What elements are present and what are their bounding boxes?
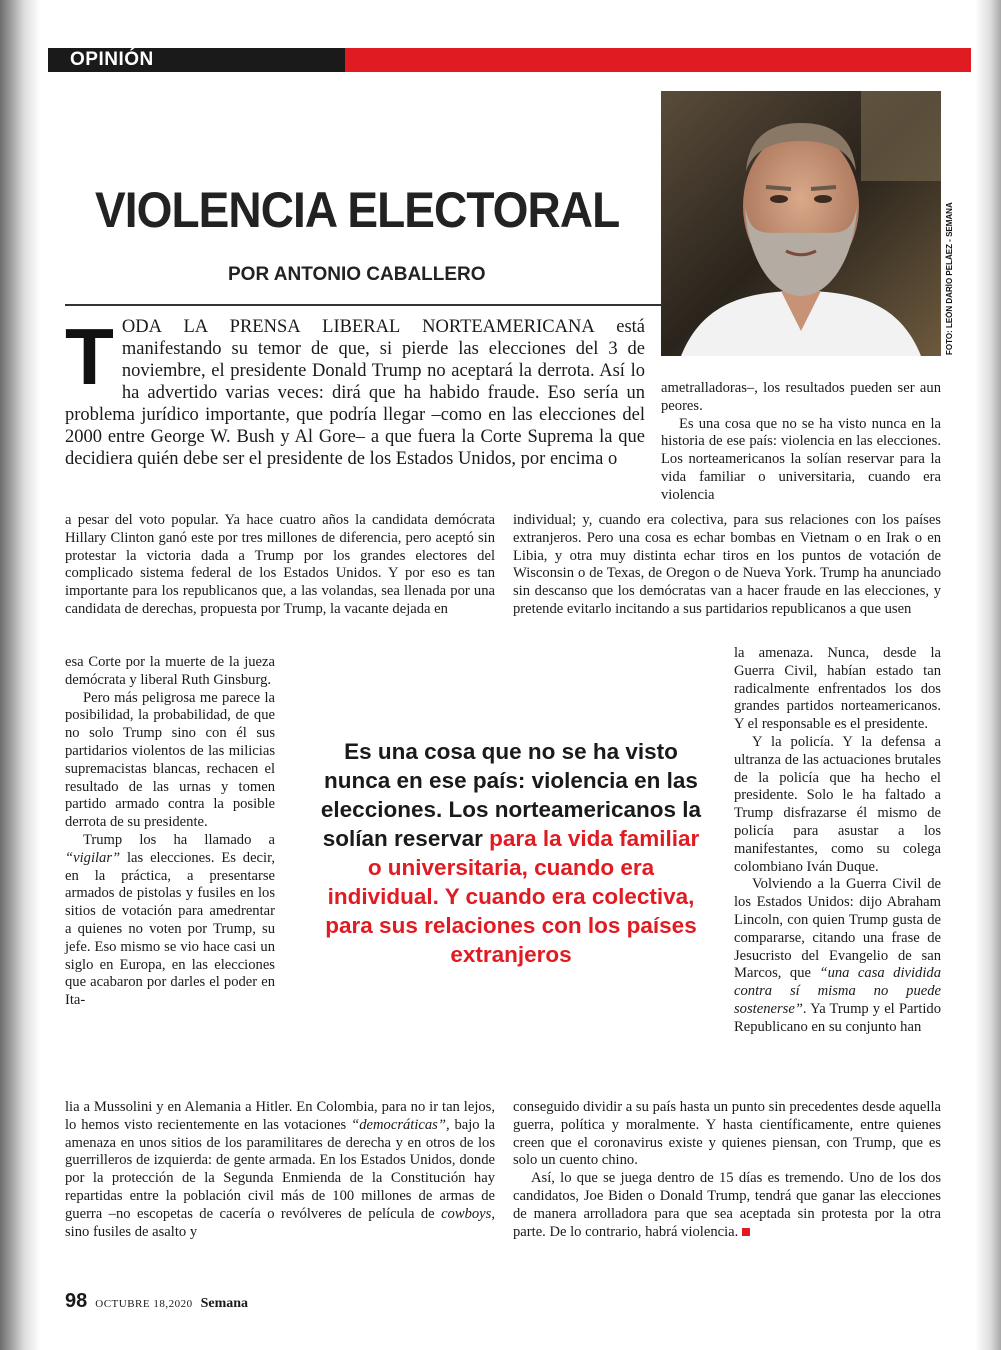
paragraph: individual; y, cuando era colectiva, para sus relaciones con los países extranjeros. Pero una cosa es echar bombas en Vietnam o en Irak o en Libia, y otra muy distinta echar tiros en los puntos de votación de Wisconsin o de Texas, de Oregon o de Nueva York. Trump ha anunciado sin descanso que los demócratas van a hacer fraude en las elecciones, y pretende evitarlo incitando a sus partidarios republicanos a que usen (513, 512, 941, 617)
section-label: OPINIÓN (48, 48, 345, 72)
paragraph: Y la policía. Y la defensa a ultranza de las actuaciones brutales de la policía que ha hecho el presidente. Solo le ha faltado a Trump disfrazarse él mismo de policía para asustar a los manifestantes, como su colega colombiano Iván Duque. (734, 733, 941, 875)
paragraph: a pesar del voto popular. Ya hace cuatro años la candidata demócrata Hillary Clinton ganó este por tres millones de diferencia, pero aceptó sin protestar la victoria dada a Trump por los grandes electores del complicado sistema federal de los Estados Unidos. Y por eso es tan importante para los republicanos que, a las volandas, sea llenada por una candidata de derechas, propuesta por Trump, la vacante dejada en (65, 512, 495, 617)
lead-text: ODA LA PRENSA LIBERAL NORTEAMERICANA está manifestando su temor de que, si pierde las elecciones del 3 de noviembre, el presidente Donald Trump no aceptará la derrota. Así lo ha advertido varias veces: dirá que ha habido fraude. Eso sería un problema jurídico importante, que podría llegar –como en las elecciones del 2000 entre George W. Bush y Al Gore– a que fuera la Corte Suprema la que decidiera quién debe ser el presidente de los Estados Unidos, por encima o (65, 317, 645, 469)
paragraph: conseguido dividir a su país hasta un punto sin precedentes desde aquella guerra, política y moralmente. Y hasta científicamente, entre quienes creen que el coronavirus existe y quienes piensan, con Trump, que es solo un cuento chino. (513, 1099, 941, 1169)
body-left-narrow (65, 654, 275, 1010)
page-number: 98 (65, 1290, 88, 1312)
paragraph: Pero más peligrosa me parece la posibilidad, la probabilidad, de que no solo Trump sino con él sus partidarios violentos de las milicias supremacistas blancas, rechacen el resultado de las urnas y tomen partido armado contra la posible derrota de su presidente. (65, 689, 275, 831)
paragraph: Volviendo a la Guerra Civil de los Estados Unidos: dijo Abraham Lincoln, con quien Trump gusta de compararse, citando una frase de Jesucristo del Evangelio de san Marcos, que “una casa dividida contra sí misma no puede sostenerse”. Ya Trump y el Partido Republicano en su conjunto han (734, 876, 941, 1035)
body-right-bottom (513, 1099, 941, 1241)
lead-paragraph (65, 312, 645, 470)
paragraph: Trump los ha llamado a “vigilar” las elecciones. Es decir, en la práctica, a presentarse armados de pistolas y fusiles en los sitios de votación para amedrentar a quienes no voten por Trump, su jefe. Eso mismo se vio hace casi un siglo en Europa, en las elecciones que acabaron por darles el poder en Ita- (65, 831, 275, 1009)
paragraph: esa Corte por la muerte de la jueza demócrata y liberal Ruth Ginsburg. (65, 654, 275, 688)
body-left-wide (65, 512, 495, 619)
author-photo (661, 91, 941, 356)
magazine-page (40, 0, 975, 1350)
body-right-top (661, 380, 941, 505)
paragraph: lia a Mussolini y en Alemania a Hitler. En Colombia, para no ir tan lejos, lo hemos visto recientemente en las votaciones “democráticas”, bajo la amenaza en unos sitios de los paramilitares de derecha y en otros de los guerrilleros de izquierda: de gente armada. En los Estados Unidos, donde por la protección de la Segunda Enmienda de la Constitución hay repartidas entre la población civil más de 100 millones de armas de guerra –no escopetas de cacería o revólveres de película de cowboys, sino fusiles de asalto y (65, 1099, 495, 1240)
pull-quote-black: Es una cosa que no se ha visto nunca en ese país: violencia en las elecciones. Los norteamericanos la solían reservar (320, 739, 702, 851)
byline: POR ANTONIO CABALLERO (228, 264, 486, 285)
photo-credit: FOTO: LEÓN DARÍO PELÁEZ - SEMANA (945, 202, 954, 355)
magazine-name: Semana (200, 1296, 249, 1311)
issue-date: OCTUBRE 18,2020 (95, 1298, 193, 1310)
body-right-narrow (734, 645, 941, 1037)
portrait-image (661, 91, 941, 356)
paragraph: la amenaza. Nunca, desde la Guerra Civil, habían estado tan radicalmente enfrentados los dos grandes partidos norteamericanos. Y el responsable es el presidente. (734, 645, 941, 733)
pull-quote (316, 737, 706, 969)
section-accent-bar (345, 48, 971, 72)
end-mark-icon (742, 1228, 750, 1236)
section-bar (48, 48, 971, 72)
paragraph: Es una cosa que no se ha visto nunca en la historia de ese país: violencia en las elecciones. Los norteamericanos la solían reservar para la vida familiar o universitaria, cuando era violencia (661, 415, 941, 503)
drop-cap: T (65, 312, 114, 401)
paragraph: Así, lo que se juega dentro de 15 días es tremendo. Uno de los dos candidatos, Joe Biden o Donald Trump, tendrá que ganar las elecciones de manera arrolladora para que sea aceptada sin protesta por la otra parte. De lo contrario, habrá violencia. (513, 1170, 941, 1240)
body-left-bottom (65, 1099, 495, 1241)
body-right-wide (513, 512, 941, 619)
pull-quote-red: para la vida familiar o universitaria, cuando era individual. Y cuando era colectiva, para sus relaciones con los países extranjeros (325, 826, 700, 967)
article-headline: VIOLENCIA ELECTORAL (95, 182, 620, 238)
divider (65, 304, 675, 306)
paragraph: ametralladoras–, los resultados pueden ser aun peores. (661, 380, 941, 414)
page-footer (65, 1290, 248, 1313)
